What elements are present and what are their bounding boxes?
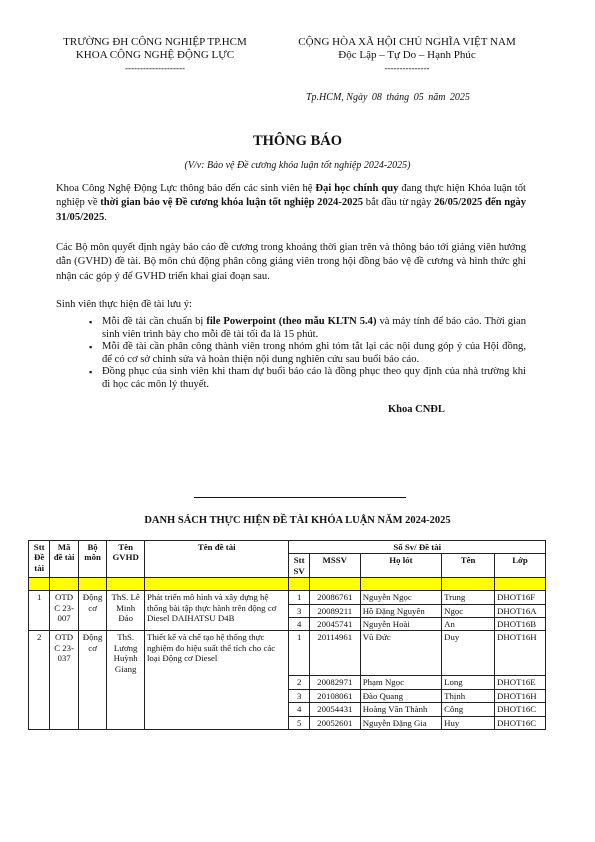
student-lop: DHOT16E	[495, 676, 546, 689]
topic-department: Động cơ	[78, 631, 106, 730]
document-date	[306, 92, 472, 103]
col-header-ma: Mã đề tài	[50, 541, 78, 578]
national-header	[284, 36, 530, 74]
student-stt: 2	[289, 676, 309, 689]
student-ten: Duy	[442, 631, 495, 676]
topic-table	[28, 540, 546, 730]
institution-header	[40, 36, 270, 74]
student-ten: An	[442, 618, 495, 631]
student-ho-lot: Nguyễn Đặng Gia	[360, 716, 441, 729]
student-lop: DHOT16F	[495, 591, 546, 604]
student-stt: 3	[289, 604, 309, 617]
document-subtitle: (V/v: Bảo vệ Đề cương khóa luận tốt nghiệp 2024-2025)	[184, 160, 411, 171]
col-header-ten-de-tai: Tên đề tài	[144, 541, 289, 578]
highlight-row	[29, 578, 546, 591]
col-header-bomon: Bộ môn	[78, 541, 106, 578]
student-ten: Ngọc	[442, 604, 495, 617]
student-ho-lot: Nguyễn Ngọc	[360, 591, 441, 604]
date-month-label: tháng	[386, 92, 410, 103]
topic-stt: 1	[29, 591, 50, 631]
topic-advisor: ThS. Lê Minh Đảo	[107, 591, 145, 631]
student-ten: Long	[442, 676, 495, 689]
notes-list	[56, 316, 526, 392]
col-header-stt: Stt Đề tài	[29, 541, 50, 578]
col-header-ten: Tên	[442, 554, 495, 578]
topic-code: OTDC 23-037	[50, 631, 78, 730]
announcement-paragraph	[56, 182, 526, 225]
topic-stt: 2	[29, 631, 50, 730]
student-ho-lot: Đào Quang	[360, 689, 441, 702]
student-ho-lot: Hoàng Văn Thành	[360, 703, 441, 716]
p1-bold-dates: 26/05/2025 đến ngày 31/05/2025	[56, 197, 526, 223]
student-mssv: 20082971	[309, 676, 360, 689]
document-title: THÔNG BÁO	[252, 133, 343, 149]
p1-text-2: đang thực hiện Khóa luận tốt nghiệp về	[56, 183, 527, 209]
student-ho-lot: Nguyễn Hoài	[360, 618, 441, 631]
notes-intro: Sinh viên thực hiện đề tài lưu ý:	[56, 299, 192, 310]
student-mssv: 20045741	[309, 618, 360, 631]
faculty-name: KHOA CÔNG NGHỆ ĐỘNG LỰC	[75, 49, 235, 61]
student-ten: Công	[442, 703, 495, 716]
student-lop: DHOT16C	[495, 703, 546, 716]
student-stt: 3	[289, 689, 309, 702]
student-ho-lot: Vũ Đức	[360, 631, 441, 676]
bullet-icon: ▪	[89, 342, 93, 353]
student-stt: 4	[289, 618, 309, 631]
student-stt: 5	[289, 716, 309, 729]
student-ten: Huy	[442, 716, 495, 729]
note-3-text: Đồng phục của sinh viên khi tham dự buổi báo cáo là đồng phục theo quy định của nhà trường khi đi học các môn lý thuyết.	[102, 366, 526, 390]
col-header-group: Số Sv/ Đề tài	[289, 541, 546, 554]
p1-bold-topic: thời gian bảo vệ Đề cương khóa luận tốt nghiệp 2024-2025	[100, 197, 364, 209]
student-stt: 4	[289, 703, 309, 716]
date-year-label: năm	[428, 92, 446, 103]
list-title: DANH SÁCH THỰC HIỆN ĐỀ TÀI KHÓA LUẬN NĂM 2024-2025	[144, 515, 451, 526]
note-1-text-1: Mỗi đề tài cần chuẩn bị	[102, 316, 207, 327]
header-left-rule: --------------------	[125, 63, 185, 73]
date-year: 2025	[449, 92, 470, 103]
student-ho-lot: Hồ Đặng Nguyên	[360, 604, 441, 617]
p1-bold-program: Đại học chính quy	[315, 183, 399, 194]
note-2-text: Mỗi đề tài cần phân công thành viên trong nhóm ghi tóm tắt lại các nội dung góp ý của Hội đồng, để có cơ sở chỉnh sửa và hoàn thiện nội dung nghiên cứu sau buổi báo cáo.	[102, 341, 526, 365]
col-header-ho-lot: Họ lót	[360, 554, 441, 578]
topic-department: Động cơ	[78, 591, 106, 631]
bullet-icon: ▪	[89, 367, 93, 378]
header-right-rule: ---------------	[384, 63, 430, 73]
student-ten: Thịnh	[442, 689, 495, 702]
student-stt: 1	[289, 591, 309, 604]
national-motto: Độc Lập – Tự Do – Hạnh Phúc	[338, 49, 476, 61]
student-mssv: 20089211	[309, 604, 360, 617]
student-mssv: 20054431	[309, 703, 360, 716]
topic-code: OTDC 23-007	[50, 591, 78, 631]
p1-text-3: bắt đầu từ ngày	[363, 197, 435, 209]
col-header-stt-sv: Stt SV	[289, 554, 309, 578]
section-divider	[194, 497, 406, 498]
country-name: CỘNG HÒA XÃ HỘI CHỦ NGHĨA VIỆT NAM	[298, 36, 516, 48]
student-lop: DHOT16C	[495, 716, 546, 729]
bullet-icon: ▪	[89, 317, 93, 327]
topic-title: Phát triển mô hình và xây dựng hệ thống bài tập thực hành trên động cơ Diesel DAIHATSU D4B	[144, 591, 289, 631]
table-header-row	[29, 541, 546, 554]
date-day: 08	[371, 92, 382, 103]
student-mssv: 20086761	[309, 591, 360, 604]
note-1-text-2: và máy tính để báo cáo. Thời gian sinh viên trình bày cho mỗi đề tài tối đa là 15 phút.	[102, 316, 526, 340]
student-lop: DHOT16B	[495, 618, 546, 631]
student-ho-lot: Phạm Ngọc	[360, 676, 441, 689]
student-lop: DHOT16H	[495, 689, 546, 702]
col-header-gvhd: Tên GVHD	[107, 541, 145, 578]
list-item	[56, 341, 526, 366]
col-header-lop: Lớp	[495, 554, 546, 578]
topic-advisor: ThS. Lương Huỳnh Giang	[107, 631, 145, 730]
university-name: TRƯỜNG ĐH CÔNG NGHIỆP TP.HCM	[63, 36, 247, 48]
table-row	[29, 591, 546, 604]
student-ten: Trung	[442, 591, 495, 604]
topic-title: Thiết kế và chế tạo hệ thống thực nghiệm đo hiệu suất thể tích cho các loại Động cơ Diesel	[144, 631, 289, 730]
student-mssv: 20108061	[309, 689, 360, 702]
department-paragraph: Các Bộ môn quyết định ngày báo cáo đề cương trong khoảng thời gian trên và thông báo tới giảng viên hướng dẫn (GVHD) đề tài. Bộ môn chủ động phân công giảng viên trong hội đồng bảo vệ đề cương và hình thức ghi nhận các góp ý để GVHD triển khai giai đoạn sau.	[56, 242, 526, 282]
student-stt: 1	[289, 631, 309, 676]
table-row	[29, 631, 546, 676]
list-item	[56, 366, 526, 391]
date-month: 05	[413, 92, 424, 103]
student-mssv: 20114961	[309, 631, 360, 676]
p1-text-1: Khoa Công Nghệ Động Lực thông báo đến các sinh viên hệ	[56, 183, 316, 194]
student-lop: DHOT16A	[495, 604, 546, 617]
note-1-bold: file Powerpoint (theo mẫu KLTN 5.4)	[206, 316, 377, 327]
date-place: Tp.HCM, Ngày	[306, 92, 368, 103]
student-mssv: 20052601	[309, 716, 360, 729]
p1-text-4: .	[104, 211, 107, 223]
list-item	[56, 316, 526, 341]
col-header-mssv: MSSV	[309, 554, 360, 578]
signer: Khoa CNĐL	[388, 404, 445, 415]
student-lop: DHOT16H	[495, 631, 546, 676]
